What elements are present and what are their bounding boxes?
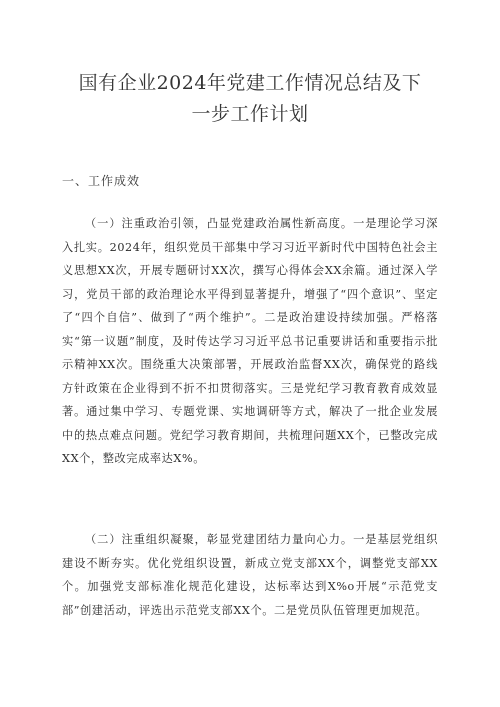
paragraph: （一）注重政治引领，凸显党建政治属性新高度。一是理论学习深入扎实。2024年，组织党员干部集中学习习近平新时代中国特色社会主义思想XX次，开展专题研讨XX次，撰写心得体会XX余篇。通过深入学习，党员干部的政治理论水平得到显著提升，增强了“四个意识”、坚定了“四个自信”、做到了“两个维护”。二是政治建设持续加强。严格落实“第一议题”制度，及时传达学习习近平总书记重要讲话和重要指示批示精神XX次。围绕重大决策部署，开展政治监督XX次，确保党的路线方针政策在企业得到不折不扣贯彻落实。三是党纪学习教育教育成效显著。通过集中学习、专题党课、实地调研等方式，解决了一批企业发展中的热点难点问题。党纪学习教育期间，共梳理问题XX个，已整改完成XX个，整改完成率达X%。 xyxy=(62,217,438,465)
document-title: 国有企业2024年党建工作情况总结及下一步工作计划 xyxy=(78,72,422,125)
paragraph: （二）注重组织凝聚，彰显党建团结力量向心力。一是基层党组织建设不断夯实。优化党组织设置，新成立党支部XX个，调整党支部XX个。加强党支部标准化规范化建设，达标率达到X%o开展“示范党支部”创建活动，评选出示范党支部XX个。二是党员队伍管理更加规范。 xyxy=(62,533,438,617)
section-heading: 一、工作成效 xyxy=(62,174,141,188)
